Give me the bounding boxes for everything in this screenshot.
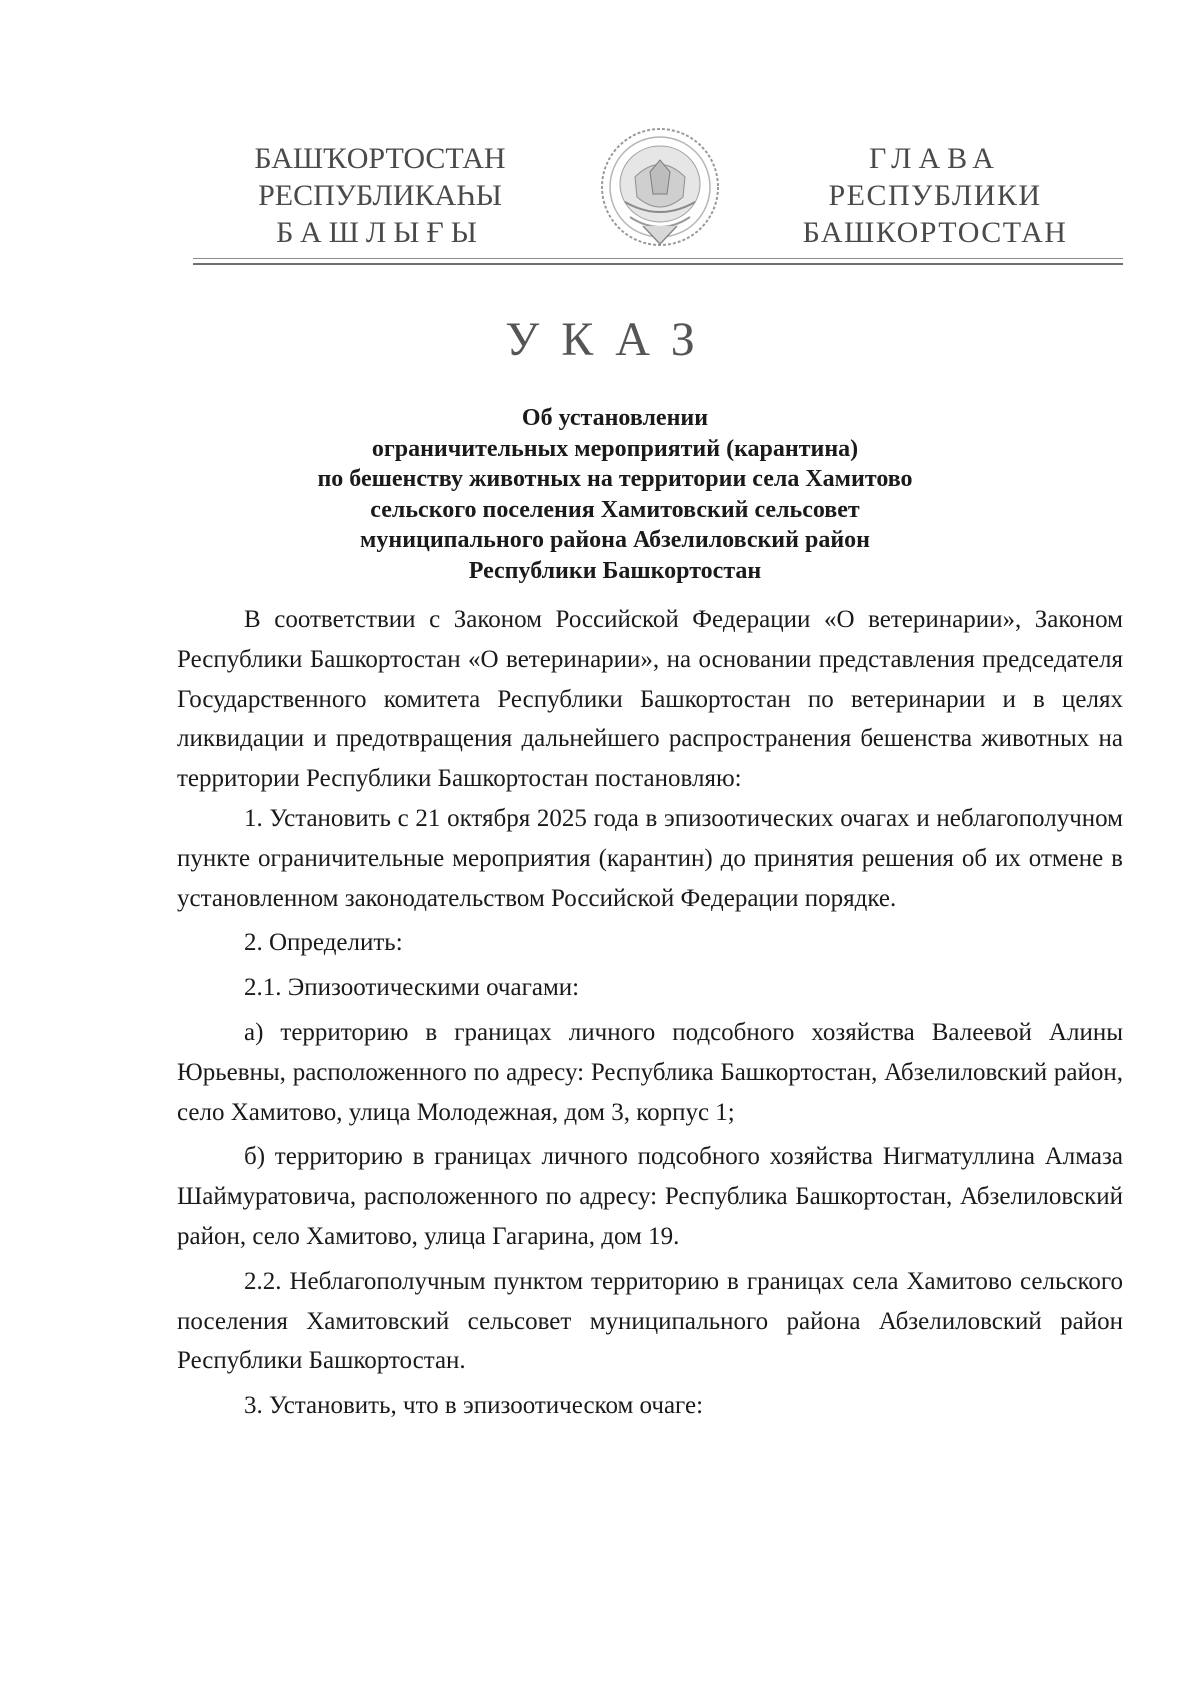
title-line: муниципального района Абзелиловский район: [360, 527, 870, 553]
document-title: [180, 403, 1050, 586]
paragraph-2-1: 2.1. Эпизоотическими очагами:: [244, 974, 580, 1002]
header-right-line-1: ГЛАВА: [869, 142, 1001, 175]
header-russian: [780, 140, 1090, 251]
paragraph-2-1-b: б) территорию в границах личного подсобного хозяйства Нигматуллина Алмаза Шаймуратовича, расположенного по адресу: Республика Башкортостан, Абзелиловский район, село Хамитово, улица Гагарина, дом 19.: [177, 1143, 1123, 1250]
paragraph-preamble: В соответствии с Законом Российской Федерации «О ветеринарии», Законом Республики Башкортостан «О ветеринарии», на основании представления председателя Государственного комитета Республики Башкортостан по ветеринарии и в целях ликвидации и предотвращения дальнейшего распространения бешенства животных на территории Республики Башкортостан постановляю:: [177, 606, 1123, 793]
title-line: ограничительных мероприятий (карантина): [371, 435, 859, 462]
header-right-line-3: БАШКОРТОСТАН: [802, 216, 1068, 249]
title-line: Об установлении: [521, 405, 709, 431]
paragraph-3: 3. Установить, что в эпизоотическом очаге:: [244, 1392, 704, 1420]
paragraph-1: 1. Установить с 21 октября 2025 года в эпизоотических очагах и неблагополучном пункте ограничительные мероприятия (карантин) до принятия решения об их отмене в установленном законодательством Российской Федерации порядке.: [177, 804, 1123, 912]
paragraph-2-1-a: а) территорию в границах личного подсобного хозяйства Валеевой Алины Юрьевны, расположенного по адресу: Республика Башкортостан, Абзелиловский район, село Хамитово, улица Молодежная, дом 3, корпус 1;: [177, 1018, 1123, 1126]
title-line: по бешенству животных на территории села Хамитово: [317, 466, 913, 492]
document-type: УКАЗ: [505, 313, 717, 366]
header-left-line-3: БАШЛЫҒЫ: [276, 216, 484, 249]
coat-of-arms-icon: [595, 122, 725, 252]
paragraph-2-2: 2.2. Неблагополучным пунктом территорию в границах села Хамитово сельского поселения Хамитовский сельсовет муниципального района Абзелиловский район Республики Башкортостан.: [177, 1267, 1123, 1375]
header-bashkir: [235, 140, 525, 251]
header-left-line-1: БАШҠОРТОСТАН: [254, 142, 506, 175]
title-line: сельского поселения Хамитовский сельсовет: [370, 496, 860, 523]
document-body: [177, 600, 1123, 1426]
header-divider: [193, 258, 1123, 265]
header-right-line-2: РЕСПУБЛИКИ: [828, 179, 1042, 212]
paragraph-2: 2. Определить:: [244, 929, 403, 957]
title-line: Республики Башкортостан: [468, 557, 762, 584]
header-left-line-2: РЕСПУБЛИКАҺЫ: [258, 179, 502, 212]
